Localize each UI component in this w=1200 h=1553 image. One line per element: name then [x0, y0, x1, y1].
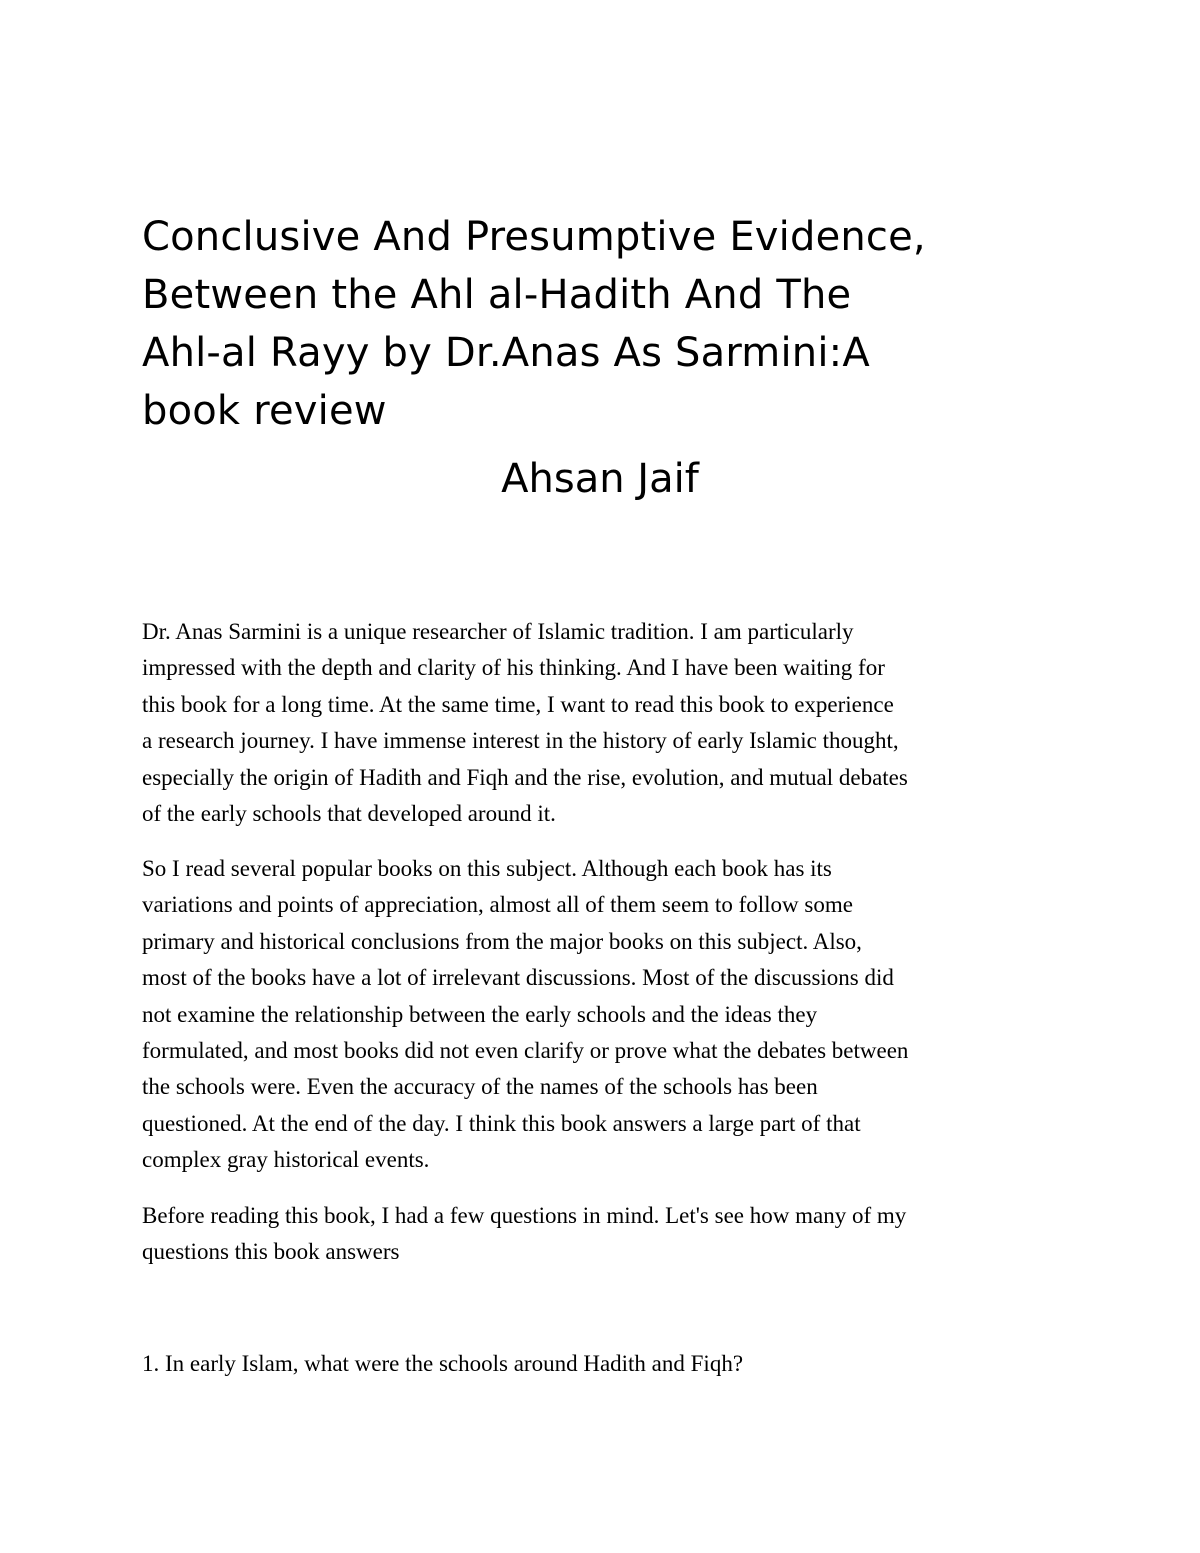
document-title: Conclusive And Presumptive Evidence, Between the Ahl al-Hadith And The Ahl-al Rayy by Dr.Anas As Sarmini:A book review [142, 214, 926, 434]
author-name: Ahsan Jaif [501, 456, 699, 502]
paragraph-intro: Dr. Anas Sarmini is a unique researcher of Islamic tradition. I am particularly impressed with the depth and clarity of his thinking. And I have been waiting for this book for a long time. At the same time, I want to read this book to experience a research journey. I have immense interest in the history of early Islamic thought, especially the origin of Hadith and Fiqh and the rise, evolution, and mutual debates of the early schools that developed around it. [142, 619, 908, 827]
paragraph-background: So I read several popular books on this subject. Although each book has its variations and points of appreciation, almost all of them seem to follow some primary and historical conclusions from the major books on this subject. Also, most of the books have a lot of irrelevant discussions. Most of the discussions did not examine the relationship between the early schools and the ideas they formulated, and most books did not even clarify or prove what the debates between the schools were. Even the accuracy of the names of the schools has been questioned. At the end of the day. I think this book answers a large part of that complex gray historical events. [142, 856, 909, 1173]
question-item: 1. In early Islam, what were the schools around Hadith and Fiqh? [142, 1351, 744, 1376]
paragraph-questions-intro: Before reading this book, I had a few questions in mind. Let's see how many of my questions this book answers [142, 1203, 907, 1265]
